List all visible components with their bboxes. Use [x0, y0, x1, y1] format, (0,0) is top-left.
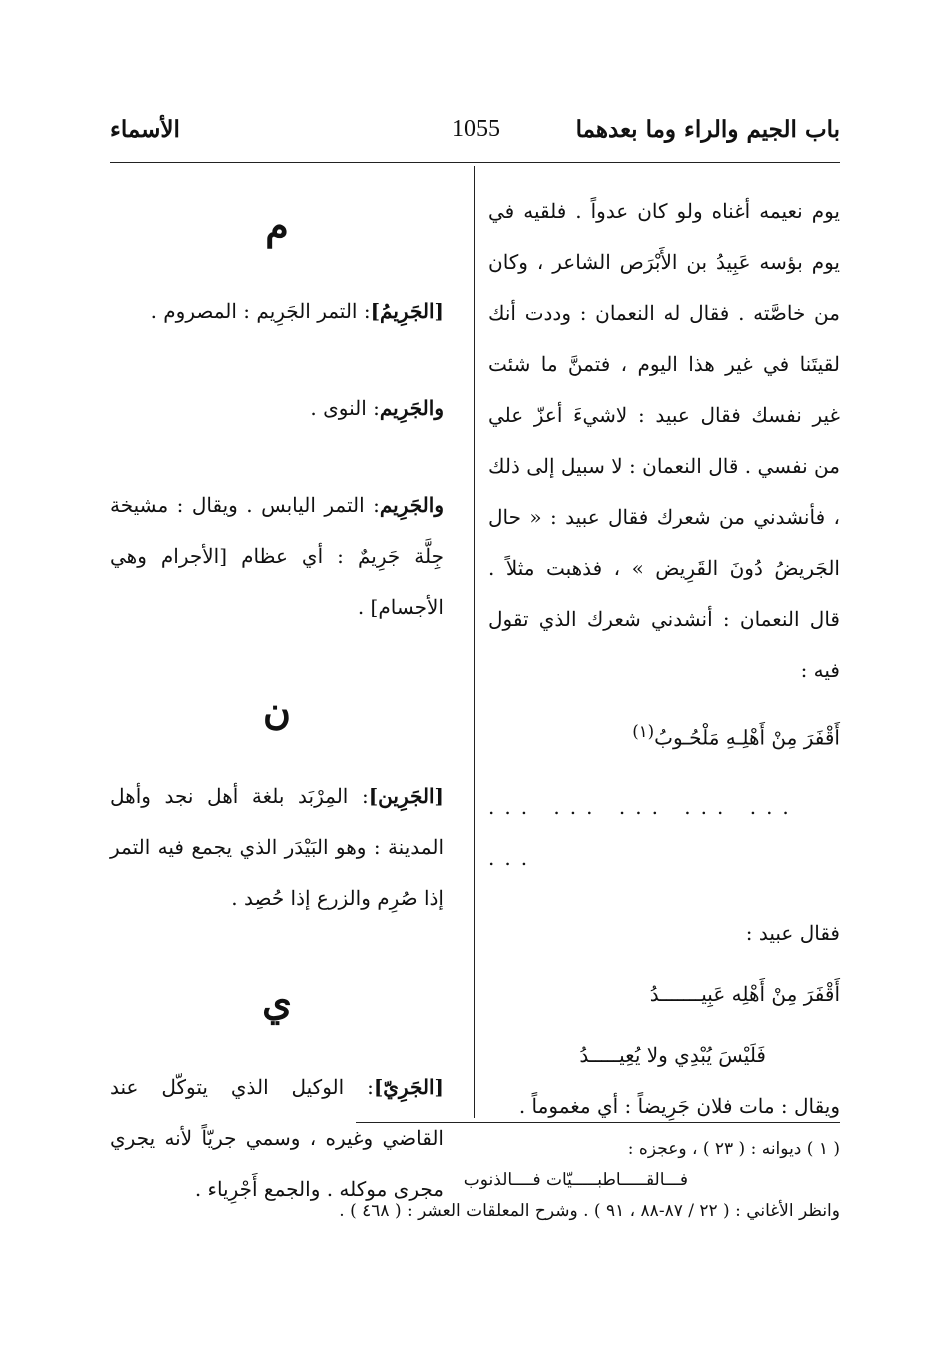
running-title-right: باب الجيم والراء وما بعدهما	[575, 116, 840, 143]
entry-definition: : الوكيل الذي يتوكّل عند القاضي وغيره ، وسمي جريّاً لأنه يجري مجرى موكله . والجمع أَجْرِياء .	[110, 1075, 444, 1201]
right-column	[488, 186, 840, 1132]
closing-paragraph: ويقال : مات فلان جَرِيضاً : أي مغموماً .	[518, 1093, 840, 1118]
entry-headword: [الجَرِيّ]	[373, 1075, 444, 1099]
page-number: 1055	[452, 116, 500, 142]
footnote-references: وانظر الأغاني : ( ٢٢ / ٨٧-٨٨ ، ٩١ ) . وشرح المعلقات العشر : ( ٤٦٨ ) .	[339, 1201, 840, 1221]
dictionary-entry	[110, 286, 444, 337]
entry-headword: والجَرِيم	[379, 493, 444, 517]
dictionary-entry	[110, 771, 444, 924]
footnote-divider	[356, 1122, 840, 1123]
entry-headword: [الجَرِيمُ]	[370, 299, 444, 323]
footnote-line: ( ١ ) ديوانه : ( ٢٣ ) ، وعجزه :	[627, 1139, 840, 1159]
omitted-verse-ellipsis: ... ... ... ... ... ...	[488, 794, 799, 870]
verse-text: أَقْفَرَ مِنْ أَهْلِـهِ مَلْحُـوبُ	[654, 725, 840, 750]
section-heading-noon: ن	[263, 688, 291, 733]
footnotes	[110, 1134, 840, 1227]
entry-definition: : التمر اليابس . ويقال : مشيخة جِلَّة جَرِيمٌ : أي عظام [الأجرام وهي الأجسام] .	[110, 493, 444, 619]
footnote-marker: (١)	[632, 722, 655, 741]
entry-definition: : التمر الجَرِيم : المصروم .	[150, 299, 371, 323]
header-divider	[110, 162, 840, 163]
left-column	[110, 186, 444, 1261]
reply-introduction: فقال عبيد :	[745, 920, 840, 945]
reply-verse-first-line: أَقْفَرَ مِنْ أَهْلِه عَبِيـــــــدُ	[649, 981, 840, 1006]
entry-definition: : المِرْبَد بلغة أهل نجد وأهل المدينة : وهو البَيْدَر الذي يجمع فيه التمر إذا صُرِم والزرع إذا حُصِد .	[110, 784, 444, 910]
dictionary-entry	[110, 480, 444, 633]
reply-verse-second-line: فَلَيْسَ يُبْدِي ولا يُعِيـــــدُ	[579, 1042, 766, 1067]
dictionary-entry	[110, 383, 444, 434]
column-divider	[474, 166, 475, 1118]
entry-headword: والجَرِيم	[379, 396, 444, 420]
narrative-paragraph: يوم نعيمه أغناه ولو كان عدواً . فلقيه في يوم بؤسه عَبِيدُ بن الأَبْرَص الشاعر ، وكان من خاصَّته . فقال له النعمان : وددت أنك لقيتَنا في غير هذا اليوم ، فتمنَّ ما شئت غير نفسك فقال عبيد : لاشيءَ أعزّ علي من نفسي . قال النعمان : لا سبيل إلى ذلك ، فأنشدني من شعرك فقال عبيد : « حال الجَريضُ دُونَ القَرِيض » ، فذهبت مثلاً . قال النعمان : أنشدني شعرك الذي تقول فيه :	[488, 199, 840, 682]
section-heading-meem: م	[265, 203, 289, 248]
footnote-verse: فـــالقـــــاطبـــــيّات فــــالذنوب	[463, 1170, 688, 1190]
entry-headword: [الجَرِين]	[368, 784, 444, 808]
section-heading-yaa: ي	[262, 979, 292, 1024]
entry-definition: : النوى .	[310, 396, 380, 420]
running-title-left: الأسماء	[110, 116, 180, 143]
quoted-verse-line	[488, 706, 840, 764]
